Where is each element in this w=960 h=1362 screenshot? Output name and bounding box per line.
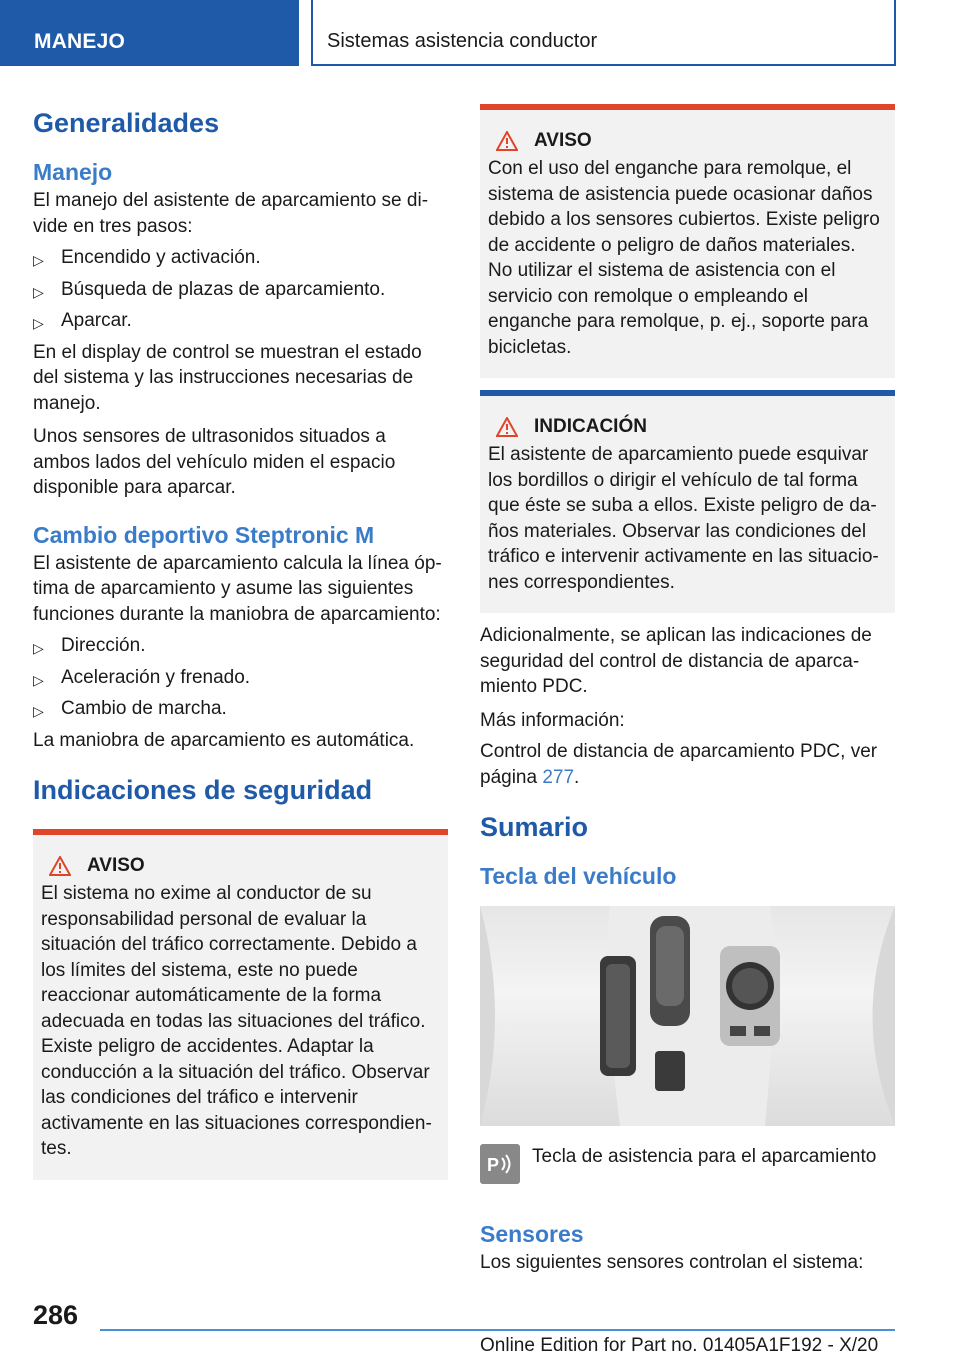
heading-manejo: Manejo xyxy=(33,159,113,185)
paragraph-sensores: Unos sensores de ultrasonidos situados a ambos lados del vehículo miden el espacio disponible para aparcar. xyxy=(33,426,396,498)
list-item: ▷ Aceleración y frenado. xyxy=(33,665,448,691)
heading-sensores: Sensores xyxy=(480,1221,584,1247)
right-column xyxy=(480,98,895,1276)
center-console-illustration xyxy=(480,906,895,1126)
paragraph-manejo: El manejo del asistente de aparcamiento se divide en tres pasos: xyxy=(33,190,429,237)
parking-assist-key-row xyxy=(480,1144,895,1184)
warning-box-aviso-1 xyxy=(33,829,448,1180)
warning-text: Con el uso del enganche para remolque, el sistema de asistencia puede ocasionar daños debido a los sensores cubiertos. Existe peligro de accidente o peligro de daños materiales. No utilizar el sistema de asistencia con el servicio con remolque o empleando el enganche para remolque, p. ej., soporte para bicicletas. xyxy=(488,158,880,358)
paragraph-automatica: La maniobra de aparcamiento es automática. xyxy=(33,729,415,751)
list-item: ▷ Encendido y activación. xyxy=(33,245,448,271)
heading-seguridad: Indicaciones de seguridad xyxy=(33,775,373,805)
triangle-bullet-icon: ▷ xyxy=(33,640,44,656)
triangle-bullet-icon: ▷ xyxy=(33,703,44,719)
parking-assist-caption: Tecla de asistencia para el aparcamiento xyxy=(532,1146,877,1167)
info-text: El asistente de aparcamiento puede esquivar los bordillos o dirigir el vehículo de tal forma que éste se suba a ellos. Existe peligro de daños materiales. Observar las condiciones del tráfico e intervenir activamente en las situaciones correspondientes. xyxy=(488,444,879,593)
header-section-label: MANEJO xyxy=(34,30,126,53)
center-console-photo xyxy=(480,906,895,1126)
header-chapter-tab xyxy=(311,0,896,66)
footer-edition: Online Edition for Part no. 01405A1F192 - X/20 xyxy=(480,1335,879,1356)
info-box-indicacion xyxy=(480,390,895,613)
footer-rule xyxy=(100,1329,895,1331)
parking-assist-button-icon xyxy=(480,1144,520,1184)
warning-triangle-icon xyxy=(496,417,518,437)
heading-cambio: Cambio deportivo Steptronic M xyxy=(33,521,375,548)
triangle-bullet-icon: ▷ xyxy=(33,315,44,331)
warning-triangle-icon xyxy=(49,856,71,876)
paragraph-sensores-list: Los siguientes sensores controlan el sistema: xyxy=(480,1252,864,1273)
triangle-bullet-icon: ▷ xyxy=(33,283,44,300)
header-section-tab xyxy=(0,0,299,66)
warning-triangle-icon xyxy=(496,131,518,151)
heading-sumario: Sumario xyxy=(480,812,589,842)
warning-title: AVISO xyxy=(87,855,145,876)
paragraph-control: Control de distancia de aparcamiento PDC, ver página 277. xyxy=(480,741,878,788)
steps-list xyxy=(33,245,448,334)
paragraph-adicional: Adicionalmente, se aplican las indicaciones de seguridad del control de distancia de aparcamiento PDC. xyxy=(480,625,872,697)
left-column xyxy=(33,100,448,1180)
info-title: INDICACIÓN xyxy=(534,416,647,437)
paragraph-cambio: El asistente de aparcamiento calcula la línea óptima de aparcamiento y asume las siguientes funciones durante la maniobra de aparcamiento: xyxy=(33,552,442,625)
warning-title: AVISO xyxy=(534,130,592,151)
warning-box-aviso-2 xyxy=(480,104,895,378)
svg-text:P: P xyxy=(487,1155,500,1175)
page-number: 286 xyxy=(33,1300,79,1330)
list-item: ▷ Dirección. xyxy=(33,633,448,659)
paragraph-display: En el display de control se muestran el estado del sistema y las instrucciones necesarias de manejo. xyxy=(33,341,422,414)
list-item: ▷ Aparcar. xyxy=(33,308,448,334)
heading-tecla: Tecla del vehículo xyxy=(480,863,677,889)
header-chapter-label: Sistemas asistencia conductor xyxy=(327,30,598,52)
heading-generalidades: Generalidades xyxy=(33,108,220,138)
page-link[interactable]: 277 xyxy=(542,766,575,788)
list-item: ▷ Búsqueda de plazas de aparcamiento. xyxy=(33,277,448,303)
functions-list xyxy=(33,633,448,722)
paragraph-mas-info: Más información: xyxy=(480,709,625,731)
triangle-bullet-icon: ▷ xyxy=(33,671,44,688)
list-item: ▷ Cambio de marcha. xyxy=(33,696,448,722)
triangle-bullet-icon: ▷ xyxy=(33,252,44,268)
warning-text: El sistema no exime al conductor de su responsabilidad personal de evaluar la situación del tráfico correctamente. Debido a los límites del sistema, este no puede reaccionar automáticamente de la forma adecuada en todas las situaciones del tráfico. Existe peligro de accidentes. Adaptar la conducción a la situación del tráfico. Observar las condiciones del tráfico e intervenir activamente en las situaciones correspondientes. xyxy=(41,883,432,1159)
